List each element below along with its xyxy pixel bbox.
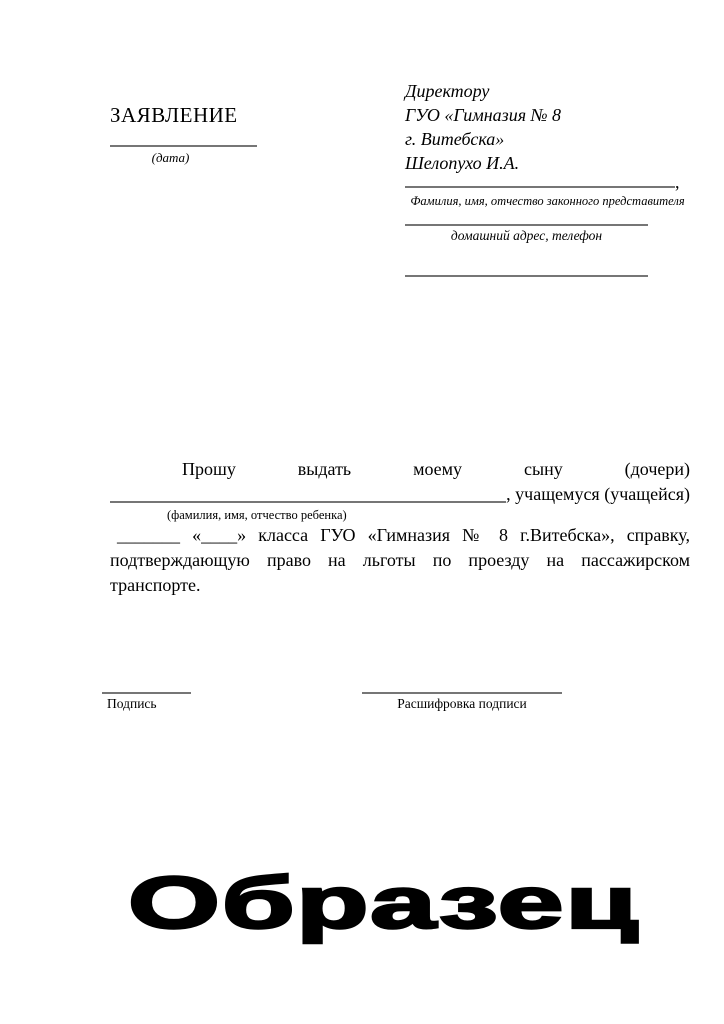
addressee-line-school: ГУО «Гимназия № 8	[405, 105, 562, 125]
request-paragraph	[110, 457, 690, 598]
transcript-label: Расшифровка подписи	[397, 696, 527, 711]
benefits-line: подтверждающую право на льготы по проезду на пассажирском	[110, 550, 690, 570]
signature-block	[102, 682, 572, 724]
signature-label: Подпись	[107, 696, 157, 711]
comma: ,	[675, 172, 680, 192]
class-line: _______ «____» класса ГУО «Гимназия № 8 г.Витебска», справку,	[117, 525, 690, 545]
child-caption: (фамилия, имя, отчество ребенка)	[167, 508, 347, 522]
date-caption: (дата)	[151, 150, 190, 165]
address-blank-line	[405, 224, 648, 226]
request-line: Прошу выдать моему сыну (дочери)	[182, 459, 690, 479]
representative-blank-line	[405, 172, 690, 192]
sample-watermark: Образец	[128, 863, 640, 944]
last-line: транспорте.	[110, 575, 201, 595]
child-name-blank-line	[110, 501, 506, 503]
blank-line	[405, 175, 675, 188]
title-block	[110, 103, 257, 166]
child-name-blank-row	[110, 482, 690, 507]
student-suffix: , учащемуся (учащейся)	[506, 484, 690, 504]
addressee-line-director-name: Шелопухо И.А.	[405, 153, 520, 173]
document-title: ЗАЯВЛЕНИЕ	[110, 103, 238, 127]
transcript-blank-line	[362, 682, 562, 694]
addressee-line-city: г. Витебска»	[405, 129, 505, 149]
date-blank-line	[110, 145, 257, 147]
address-caption: домашний адрес, телефон	[450, 228, 603, 243]
addressee-block	[405, 79, 690, 277]
extra-blank-line	[405, 275, 648, 277]
addressee-line-director: Директору	[405, 81, 490, 101]
transcript-column	[362, 682, 562, 712]
signature-blank-line	[102, 682, 191, 694]
signature-column	[102, 682, 191, 712]
representative-caption: Фамилия, имя, отчество законного представителя	[410, 194, 685, 208]
